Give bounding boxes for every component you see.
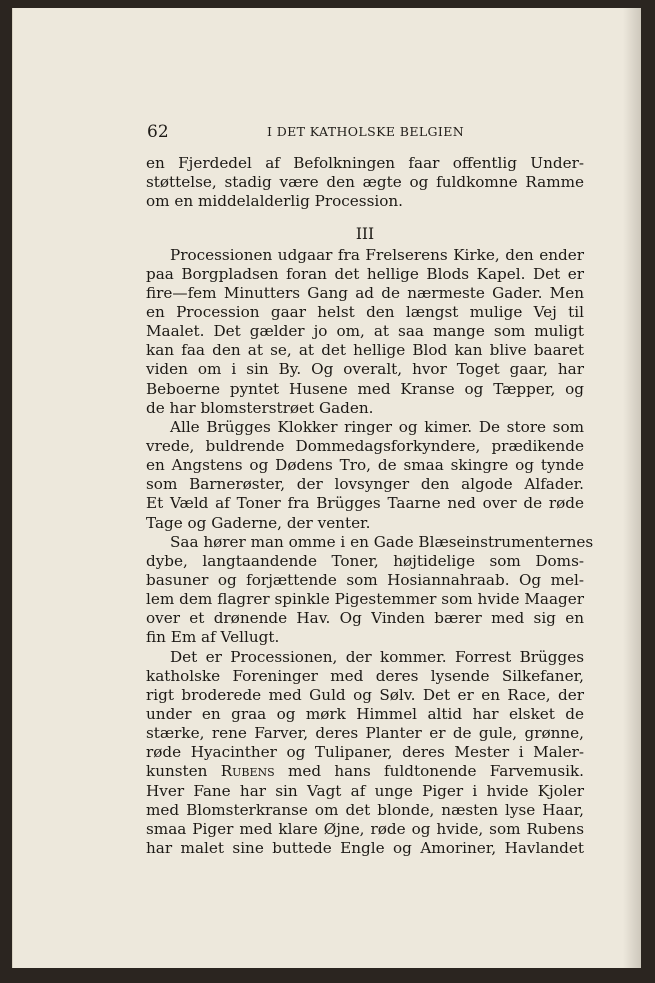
text-line: en Procession gaar helst den længst mulige Vej til: [146, 302, 584, 321]
painter-name: Rubens: [220, 762, 275, 781]
text-line: Alle Brügges Klokker ringer og kimer. De store som: [170, 417, 584, 436]
text-line: støttelse, stadig være den ægte og fuldkomne Ramme: [146, 173, 584, 192]
text-line: stærke, rene Farver, deres Planter er de gule, grønne,: [146, 724, 584, 743]
spine-shadow: [623, 8, 641, 968]
text-line: med Blomsterkranse om det blonde, næsten lyse Haar,: [146, 800, 584, 819]
text-line: kan faa den at se, at det hellige Blod kan blive baaret: [146, 341, 584, 360]
paragraph: [146, 532, 594, 648]
text-line: en Fjerdedel af Befolkningen faar offentlig Under-: [146, 154, 584, 172]
text-line: en Angstens og Dødens Tro, de smaa skingre og tynde: [146, 456, 584, 475]
text-line: paa Borgpladsen foran det hellige Blods Kapel. Det er: [146, 264, 584, 283]
text-line: Processionen udgaar fra Frelserens Kirke, den ender: [170, 245, 584, 264]
text-line: rigt broderede med Guld og Sølv. Det er en Race, der: [146, 685, 584, 704]
paragraph: [146, 418, 584, 533]
book-page: [12, 8, 641, 968]
text-line: Tage og Gaderne, der venter.: [146, 513, 371, 532]
text-line: under en graa og mørk Himmel altid har elsket de: [146, 704, 584, 723]
text-line: smaa Piger med klare Øjne, røde og hvide, som Rubens: [146, 819, 584, 838]
text-line: de har blomsterstrøet Gaden.: [146, 398, 374, 417]
text-line: har malet sine buttede Engle og Amoriner, Havlandet: [146, 838, 584, 857]
text-line: dybe, langtaandende Toner, højtidelige som Doms-: [146, 551, 584, 570]
text-line: lem dem flagrer spinkle Pigestemmer som hvide Maager: [146, 590, 584, 609]
body-text: [146, 154, 594, 858]
text-line: røde Hyacinther og Tulipaner, deres Mester i Maler-: [146, 743, 584, 762]
text-line: Det er Processionen, der kommer. Forrest Brügges: [170, 647, 584, 666]
paragraph: [146, 246, 584, 418]
text-line: Beboerne pyntet Husene med Kranse og Tæpper, og: [146, 379, 584, 398]
text-line: Et Væld af Toner fra Brügges Taarne ned over de røde: [146, 494, 584, 513]
text-line: vrede, buldrende Dommedagsforkyndere, prædikende: [146, 436, 584, 455]
text-line: katholske Foreninger med deres lysende Silkefaner,: [146, 666, 584, 685]
text-line: Hver Fane har sin Vagt af unge Piger i hvide Kjoler: [146, 781, 584, 800]
text-line: viden om i sin By. Og overalt, hvor Toget gaar, har: [146, 360, 584, 379]
text-line: Maalet. Det gælder jo om, at saa mange som muligt: [146, 322, 584, 341]
text-line: som Barnerøster, der lovsynger den algode Alfader.: [146, 475, 584, 494]
text-line: basuner og forjættende som Hosiannahraab. Og mel-: [146, 570, 584, 589]
text-line: om en middelalderlig Procession.: [146, 192, 403, 211]
running-head: I DET KATHOLSKE BELGIEN: [267, 124, 465, 139]
page-number: 62: [147, 122, 169, 142]
page-header: [147, 120, 587, 144]
text-line: Saa hører man omme i en Gade Blæseinstrumenternes: [170, 532, 594, 551]
text-line: over et drønende Hav. Og Vinden bærer med sig en: [146, 609, 584, 628]
paragraph: [146, 648, 584, 859]
text-line: [146, 762, 584, 781]
section-heading: III: [355, 225, 375, 244]
text-line: fin Em af Vellugt.: [146, 628, 280, 647]
text-fragment: kunsten: [146, 762, 221, 781]
text-line: fire—fem Minutters Gang ad de nærmeste Gader. Men: [146, 283, 584, 302]
text-fragment: med hans fuldtonende Farvemusik.: [274, 762, 585, 781]
